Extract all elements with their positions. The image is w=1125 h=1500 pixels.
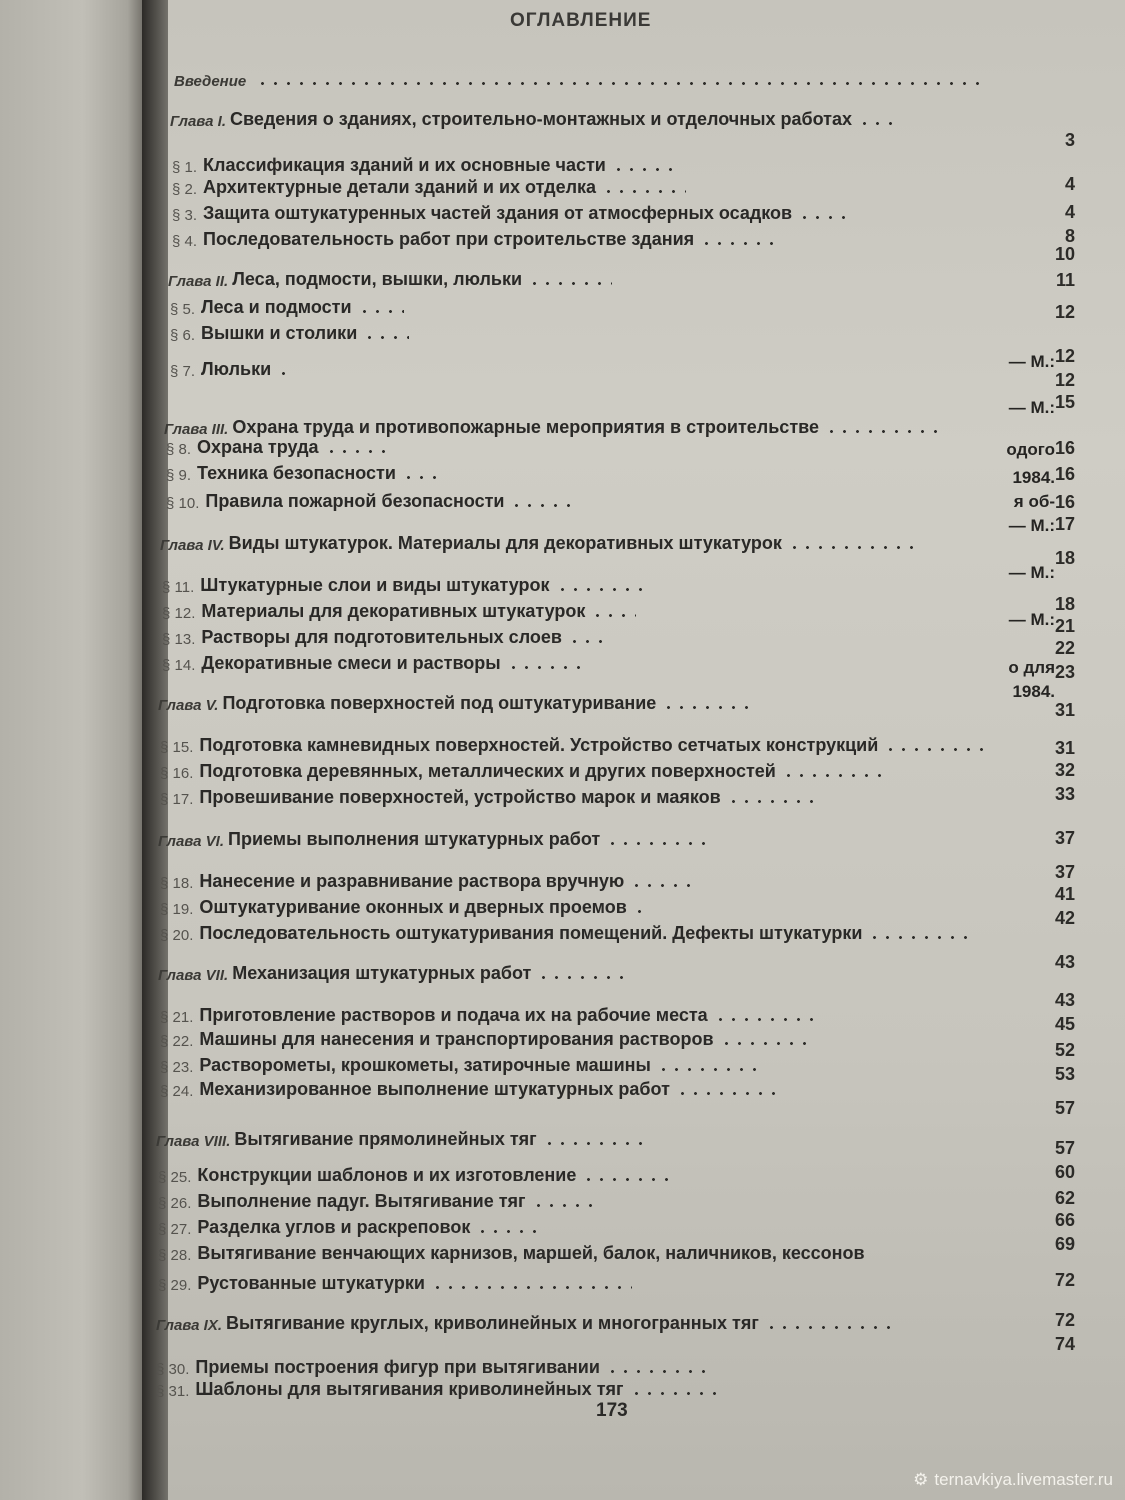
dot-leader bbox=[662, 706, 757, 709]
toc-page-number: 72 bbox=[1054, 1310, 1075, 1330]
dot-leader bbox=[884, 748, 989, 751]
toc-entry-prefix: § 19. bbox=[160, 901, 194, 918]
toc-page-number: 31 bbox=[1054, 738, 1075, 758]
toc-entry-prefix: § 2. bbox=[172, 181, 198, 198]
toc-page-number: 32 bbox=[1054, 760, 1075, 780]
left-page-fragment: — М.: bbox=[1008, 563, 1055, 582]
dot-leader bbox=[556, 588, 651, 591]
toc-section-entry bbox=[158, 1158, 678, 1186]
toc-entry-prefix: § 21. bbox=[160, 1009, 194, 1026]
toc-entry-label: Последовательность работ при строительстве здания bbox=[203, 229, 695, 249]
toc-section-entry bbox=[156, 1372, 731, 1400]
toc-entry-intro bbox=[174, 62, 994, 90]
toc-entry-label: Архитектурные детали зданий и их отделка bbox=[203, 177, 597, 197]
left-page-fragment: о для bbox=[1008, 658, 1055, 677]
toc-entry-prefix: § 16. bbox=[160, 765, 194, 782]
toc-page-number: 53 bbox=[1054, 1064, 1075, 1084]
left-page-fragment: — М.: bbox=[1008, 398, 1055, 417]
toc-section-entry bbox=[160, 890, 650, 918]
left-page-fragment: я об- bbox=[1013, 492, 1055, 511]
left-page-fragment: 1984. bbox=[1012, 468, 1055, 487]
dot-leader bbox=[537, 976, 627, 979]
dot-leader bbox=[657, 1068, 759, 1071]
toc-section-entry bbox=[162, 620, 612, 648]
toc-page-number: 23 bbox=[1054, 662, 1075, 682]
toc-entry-label: Растворы для подготовительных слоев bbox=[201, 627, 562, 647]
toc-page-number: 45 bbox=[1054, 1014, 1075, 1034]
toc-entry-label: Декоративные смеси и растворы bbox=[201, 653, 501, 673]
toc-chapter-entry bbox=[158, 686, 763, 714]
dot-leader bbox=[858, 122, 894, 125]
toc-entry-label: Растворометы, крошкометы, затирочные машины bbox=[199, 1055, 651, 1075]
toc-page-number: 12 bbox=[1054, 370, 1075, 390]
toc-section-entry bbox=[160, 916, 980, 944]
toc-entry-label: Шаблоны для вытягивания криволинейных тяг bbox=[195, 1379, 624, 1399]
toc-entry-prefix: § 9. bbox=[166, 467, 192, 484]
toc-page-number: 37 bbox=[1054, 828, 1075, 848]
toc-entry-label: Леса, подмости, вышки, люльки bbox=[232, 269, 523, 289]
toc-page-number: 41 bbox=[1054, 884, 1075, 904]
toc-entry-label: Люльки bbox=[201, 359, 272, 379]
toc-page-number: 37 bbox=[1054, 862, 1075, 882]
dot-leader bbox=[676, 1092, 784, 1095]
toc-page-number: 43 bbox=[1054, 990, 1075, 1010]
toc-entry-prefix: § 12. bbox=[162, 605, 196, 622]
left-page bbox=[0, 0, 150, 1500]
toc-entry-label: Выполнение падуг. Вытягивание тяг bbox=[197, 1191, 526, 1211]
toc-entry-prefix: § 6. bbox=[170, 327, 196, 344]
toc-entry-prefix: § 22. bbox=[160, 1033, 194, 1050]
toc-section-entry bbox=[170, 290, 410, 318]
toc-page-number: 72 bbox=[1054, 1270, 1075, 1290]
gear-icon: ⚙ bbox=[913, 1470, 929, 1489]
toc-page-number: 31 bbox=[1054, 700, 1075, 720]
toc-section-entry bbox=[162, 568, 657, 596]
toc-section-entry bbox=[160, 1022, 815, 1050]
dot-leader bbox=[507, 666, 586, 669]
toc-entry-label: Провешивание поверхностей, устройство марок и маяков bbox=[199, 787, 721, 807]
toc-page-number: 17 bbox=[1054, 514, 1075, 534]
toc-entry-prefix: § 27. bbox=[158, 1221, 192, 1238]
toc-entry-prefix: § 15. bbox=[160, 739, 194, 756]
toc-section-entry bbox=[166, 484, 581, 512]
toc-entry-label: Введение bbox=[174, 73, 247, 90]
toc-section-entry bbox=[162, 594, 642, 622]
toc-entry-label: Приемы построения фигур при вытягивании bbox=[195, 1357, 600, 1377]
toc-page-number: 43 bbox=[1054, 952, 1075, 972]
toc-entry-prefix: § 20. bbox=[160, 927, 194, 944]
toc-chapter-entry bbox=[158, 956, 633, 984]
toc-section-entry bbox=[160, 728, 995, 756]
toc-page-number: 74 bbox=[1054, 1334, 1075, 1354]
toc-page-number: 3 bbox=[1064, 130, 1075, 150]
dot-leader bbox=[633, 910, 644, 913]
left-page-fragment: — М.: bbox=[1008, 610, 1055, 629]
toc-chapter-entry bbox=[168, 262, 618, 290]
toc-title: ОГЛАВЛЕНИЕ bbox=[510, 10, 652, 31]
toc-entry-label: Подготовка деревянных, металлических и других поверхностей bbox=[199, 761, 776, 781]
toc-entry-label: Сведения о зданиях, строительно-монтажных и отделочных работах bbox=[230, 109, 853, 129]
toc-entry-prefix: Глава V. bbox=[158, 697, 219, 714]
toc-page-number: 12 bbox=[1054, 346, 1075, 366]
toc-chapter-entry bbox=[156, 1306, 896, 1334]
dot-leader bbox=[363, 336, 409, 339]
dot-leader bbox=[798, 216, 846, 219]
dot-leader bbox=[630, 884, 694, 887]
left-page-fragment: 1984. bbox=[1012, 682, 1055, 701]
dot-leader bbox=[871, 1256, 872, 1259]
toc-entry-label: Машины для нанесения и транспортирования растворов bbox=[199, 1029, 714, 1049]
toc-entry-label: Техника безопасности bbox=[197, 463, 396, 483]
toc-section-entry bbox=[172, 170, 692, 198]
dot-leader bbox=[714, 1018, 819, 1021]
toc-page-number: 4 bbox=[1064, 202, 1075, 222]
toc-entry-prefix: § 14. bbox=[162, 657, 196, 674]
dot-leader bbox=[568, 640, 606, 643]
toc-section-entry bbox=[166, 430, 396, 458]
toc-section-entry bbox=[170, 352, 300, 380]
dot-leader bbox=[602, 190, 686, 193]
left-page-fragment: — М.: bbox=[1008, 352, 1055, 371]
toc-entry-prefix: § 31. bbox=[156, 1383, 190, 1400]
toc-entry-prefix: Глава II. bbox=[168, 273, 229, 290]
toc-section-entry bbox=[170, 316, 415, 344]
toc-entry-prefix: § 24. bbox=[160, 1083, 194, 1100]
dot-leader bbox=[765, 1326, 890, 1329]
toc-entry-label: Штукатурные слои и виды штукатурок bbox=[200, 575, 550, 595]
toc-entry-prefix: § 26. bbox=[158, 1195, 192, 1212]
toc-entry-prefix: § 8. bbox=[166, 441, 192, 458]
toc-page-number: 57 bbox=[1054, 1138, 1075, 1158]
dot-leader bbox=[358, 310, 404, 313]
toc-entry-prefix: § 1. bbox=[172, 159, 198, 176]
toc-page-number: 57 bbox=[1054, 1098, 1075, 1118]
dot-leader bbox=[727, 800, 819, 803]
left-page-fragment: — М.: bbox=[1008, 516, 1055, 535]
toc-entry-label: Вытягивание прямолинейных тяг bbox=[234, 1129, 537, 1149]
dot-leader bbox=[256, 82, 988, 85]
left-page-fragment: одого bbox=[1006, 440, 1055, 459]
toc-entry-label: Виды штукатурок. Материалы для декоративных штукатурок bbox=[228, 533, 782, 553]
toc-entry-prefix: § 30. bbox=[156, 1361, 190, 1378]
toc-page-number: 16 bbox=[1054, 492, 1075, 512]
dot-leader bbox=[510, 504, 575, 507]
toc-section-entry bbox=[162, 646, 592, 674]
toc-entry-label: Разделка углов и раскреповок bbox=[197, 1217, 471, 1237]
toc-entry-prefix: § 3. bbox=[172, 207, 198, 224]
toc-section-entry bbox=[158, 1266, 638, 1294]
toc-page-number: 15 bbox=[1054, 392, 1075, 412]
toc-entry-label: Оштукатуривание оконных и дверных проемов bbox=[199, 897, 627, 917]
toc-entry-prefix: § 5. bbox=[170, 301, 196, 318]
watermark-text: ternavkiya.livemaster.ru bbox=[934, 1470, 1113, 1489]
toc-entry-label: Материалы для декоративных штукатурок bbox=[201, 601, 586, 621]
dot-leader bbox=[431, 1286, 632, 1289]
toc-entry-prefix: § 28. bbox=[158, 1247, 192, 1264]
toc-entry-label: Вышки и столики bbox=[201, 323, 358, 343]
dot-leader bbox=[325, 450, 390, 453]
toc-entry-label: Охрана труда и противопожарные мероприятия в строительстве bbox=[232, 417, 819, 437]
dot-leader bbox=[868, 936, 974, 939]
toc-entry-label: Леса и подмости bbox=[201, 297, 352, 317]
toc-entry-prefix: § 4. bbox=[172, 233, 198, 250]
dot-leader bbox=[720, 1042, 809, 1045]
toc-entry-prefix: § 23. bbox=[160, 1059, 194, 1076]
toc-entry-label: Подготовка камневидных поверхностей. Устройство сетчатых конструкций bbox=[199, 735, 879, 755]
toc-entry-label: Конструкции шаблонов и их изготовление bbox=[197, 1165, 577, 1185]
toc-page-number: 12 bbox=[1054, 302, 1075, 322]
toc-page-number: 42 bbox=[1054, 908, 1075, 928]
dot-leader bbox=[700, 242, 776, 245]
dot-leader bbox=[476, 1230, 542, 1233]
toc-entry-label: Охрана труда bbox=[197, 437, 319, 457]
dot-leader bbox=[402, 476, 440, 479]
toc-entry-label: Нанесение и разравнивание раствора вручную bbox=[199, 871, 625, 891]
toc-entry-prefix: § 10. bbox=[166, 495, 200, 512]
toc-entry-prefix: Глава I. bbox=[170, 113, 227, 130]
dot-leader bbox=[782, 774, 889, 777]
toc-page-number: 10 bbox=[1054, 244, 1075, 264]
toc-page-number: 33 bbox=[1054, 784, 1075, 804]
dot-leader bbox=[277, 372, 294, 375]
toc-entry-label: Последовательность оштукатуривания помещений. Дефекты штукатурки bbox=[199, 923, 863, 943]
toc-chapter-entry bbox=[158, 822, 718, 850]
toc-page-number: 21 bbox=[1054, 616, 1075, 636]
toc-section-entry bbox=[158, 1236, 878, 1264]
toc-entry-label: Защита оштукатуренных частей здания от атмосферных осадков bbox=[203, 203, 793, 223]
dot-leader bbox=[825, 430, 938, 433]
toc-chapter-entry bbox=[170, 102, 900, 130]
toc-page-number: 22 bbox=[1054, 638, 1075, 658]
toc-page-number: 66 bbox=[1054, 1210, 1075, 1230]
toc-entry-prefix: Глава VI. bbox=[158, 833, 225, 850]
toc-section-entry bbox=[172, 196, 852, 224]
toc-entry-prefix: Глава VII. bbox=[158, 967, 229, 984]
toc-entry-prefix: Глава III. bbox=[164, 421, 229, 438]
toc-entry-prefix: § 17. bbox=[160, 791, 194, 808]
toc-page-number: 69 bbox=[1054, 1234, 1075, 1254]
toc-section-entry bbox=[160, 780, 825, 808]
toc-entry-prefix: § 13. bbox=[162, 631, 196, 648]
toc-page-number: 16 bbox=[1054, 464, 1075, 484]
dot-leader bbox=[582, 1178, 672, 1181]
toc-entry-prefix: Глава IV. bbox=[160, 537, 225, 554]
toc-page-number: 62 bbox=[1054, 1188, 1075, 1208]
toc-entry-label: Рустованные штукатурки bbox=[197, 1273, 425, 1293]
toc-entry-prefix: § 25. bbox=[158, 1169, 192, 1186]
toc-page-number: 60 bbox=[1054, 1162, 1075, 1182]
toc-section-entry bbox=[158, 1210, 548, 1238]
toc-entry-label: Подготовка поверхностей под оштукатуривание bbox=[222, 693, 657, 713]
dot-leader bbox=[606, 842, 712, 845]
toc-section-entry bbox=[158, 1184, 598, 1212]
toc-page-number: 8 bbox=[1064, 226, 1075, 246]
dot-leader bbox=[630, 1392, 725, 1395]
toc-page-number: 52 bbox=[1054, 1040, 1075, 1060]
toc-entry-prefix: § 18. bbox=[160, 875, 194, 892]
toc-page-number: 18 bbox=[1054, 594, 1075, 614]
toc-section-entry bbox=[172, 222, 782, 250]
dot-leader bbox=[788, 546, 914, 549]
page-footer-number: 173 bbox=[596, 1400, 628, 1421]
watermark bbox=[913, 1470, 1113, 1490]
toc-entry-label: Приготовление растворов и подача их на рабочие места bbox=[199, 1005, 708, 1025]
toc-page-number: 18 bbox=[1054, 548, 1075, 568]
dot-leader bbox=[532, 1204, 592, 1207]
toc-chapter-entry bbox=[160, 526, 920, 554]
dot-leader bbox=[591, 614, 636, 617]
toc-entry-prefix: § 7. bbox=[170, 363, 196, 380]
toc-page-number: 11 bbox=[1055, 270, 1075, 290]
toc-section-entry bbox=[160, 1072, 790, 1100]
toc-section-entry bbox=[160, 754, 895, 782]
toc-page-number: 4 bbox=[1064, 174, 1075, 194]
toc-entry-prefix: Глава VIII. bbox=[156, 1133, 231, 1150]
toc-entry-label: Приемы выполнения штукатурных работ bbox=[228, 829, 601, 849]
toc-entry-label: Классификация зданий и их основные части bbox=[203, 155, 606, 175]
toc-entry-prefix: § 11. bbox=[162, 579, 195, 596]
toc-entry-label: Механизированное выполнение штукатурных работ bbox=[199, 1079, 670, 1099]
toc-entry-label: Вытягивание круглых, криволинейных и многогранных тяг bbox=[226, 1313, 759, 1333]
toc-entry-label: Вытягивание венчающих карнизов, маршей, балок, наличников, кессонов bbox=[197, 1243, 865, 1263]
toc-chapter-entry bbox=[156, 1122, 651, 1150]
toc-entry-label: Механизация штукатурных работ bbox=[232, 963, 532, 983]
dot-leader bbox=[528, 282, 612, 285]
toc-entry-prefix: § 29. bbox=[158, 1277, 192, 1294]
toc-entry-label: Правила пожарной безопасности bbox=[205, 491, 505, 511]
toc-section-entry bbox=[166, 456, 446, 484]
toc-section-entry bbox=[160, 864, 700, 892]
toc-page-number: 16 bbox=[1054, 438, 1075, 458]
toc-entry-prefix: Глава IX. bbox=[156, 1317, 223, 1334]
dot-leader bbox=[543, 1142, 645, 1145]
